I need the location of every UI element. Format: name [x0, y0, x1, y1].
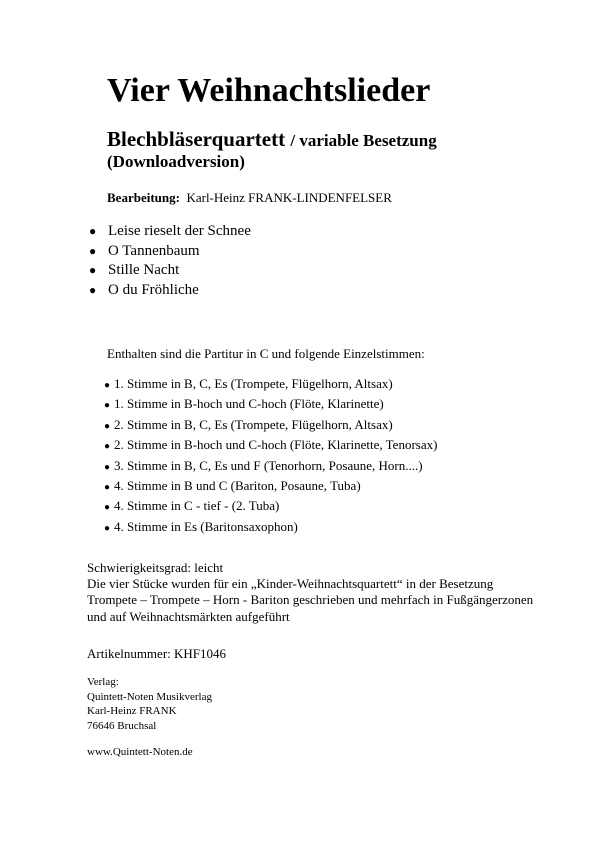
song-title: O du Fröhliche [108, 281, 199, 298]
part-entry: 2. Stimme in B, C, Es (Trompete, Flügelhorn, Altsax) [114, 416, 393, 432]
description-line: und auf Weihnachtsmärkten aufgeführt [87, 608, 290, 624]
publisher-line: Quintett-Noten Musikverlag [87, 690, 212, 703]
arranger-name: Karl-Heinz FRANK-LINDENFELSER [186, 190, 392, 205]
bullet-icon: ● [104, 502, 111, 514]
song-title: O Tannenbaum [108, 242, 200, 259]
part-entry: 4. Stimme in Es (Baritonsaxophon) [114, 518, 298, 534]
bullet-icon: ● [104, 380, 111, 391]
arranger-label: Bearbeitung: [107, 190, 180, 205]
list-item [87, 222, 251, 242]
difficulty: Schwierigkeitsgrad: leicht [87, 560, 224, 575]
bullet-icon: ● [104, 400, 111, 412]
website-link[interactable]: www.Quintett-Noten.de [87, 746, 193, 758]
bullet-icon: ● [89, 282, 97, 297]
song-list [87, 222, 251, 300]
subtitle [107, 127, 437, 153]
list-item [104, 375, 437, 395]
part-entry: 1. Stimme in B-hoch und C-hoch (Flöte, Klarinette) [114, 396, 384, 412]
publisher-line: Karl-Heinz FRANK [87, 705, 177, 717]
list-item [104, 457, 437, 477]
list-item [104, 477, 437, 497]
list-item [104, 518, 437, 538]
bullet-icon: ● [104, 482, 111, 494]
subtitle-suffix: / variable Besetzung [290, 131, 437, 150]
list-item [104, 416, 437, 436]
bullet-icon: ● [89, 224, 97, 238]
song-title: Leise rieselt der Schnee [108, 223, 251, 239]
parts-list [104, 375, 437, 538]
page-title: Vier Weihnachtslieder [107, 72, 431, 109]
part-entry: 1. Stimme in B, C, Es (Trompete, Flügelhorn, Altsax) [114, 376, 393, 391]
info-block [87, 560, 533, 625]
subtitle-main: Blechbläserquartett [107, 127, 286, 151]
part-entry: 2. Stimme in B-hoch und C-hoch (Flöte, Klarinette, Tenorsax) [114, 437, 438, 453]
bullet-icon: ● [89, 243, 97, 258]
publisher-line: 76646 Bruchsal [87, 719, 157, 732]
arranger [107, 190, 392, 206]
list-item [87, 261, 251, 281]
publisher-label: Verlag: [87, 676, 119, 688]
download-version-label: (Downloadversion) [107, 152, 245, 171]
list-item [87, 281, 251, 301]
part-entry: 4. Stimme in C - tief - (2. Tuba) [114, 498, 280, 514]
part-entry: 4. Stimme in B und C (Bariton, Posaune, Tuba) [114, 478, 361, 494]
list-item [104, 436, 437, 456]
description-line: Trompete – Trompete – Horn - Bariton geschrieben und mehrfach in Fußgängerzonen [87, 592, 534, 608]
part-entry: 3. Stimme in B, C, Es und F (Tenorhorn, Posaune, Horn....) [114, 457, 423, 473]
list-item [104, 497, 437, 517]
bullet-icon: ● [104, 461, 111, 473]
list-item [87, 242, 251, 262]
bullet-icon: ● [104, 522, 111, 534]
bullet-icon: ● [104, 441, 111, 453]
contents-intro: Enthalten sind die Partitur in C und folgende Einzelstimmen: [107, 346, 425, 361]
description-line: Die vier Stücke wurden für ein „Kinder-Weihnachtsquartett“ in der Besetzung [87, 576, 494, 592]
bullet-icon: ● [104, 420, 111, 432]
publisher-block [87, 675, 212, 733]
song-title: Stille Nacht [108, 262, 180, 279]
list-item [104, 395, 437, 415]
article-number: Artikelnummer: KHF1046 [87, 646, 227, 661]
bullet-icon: ● [89, 263, 97, 278]
